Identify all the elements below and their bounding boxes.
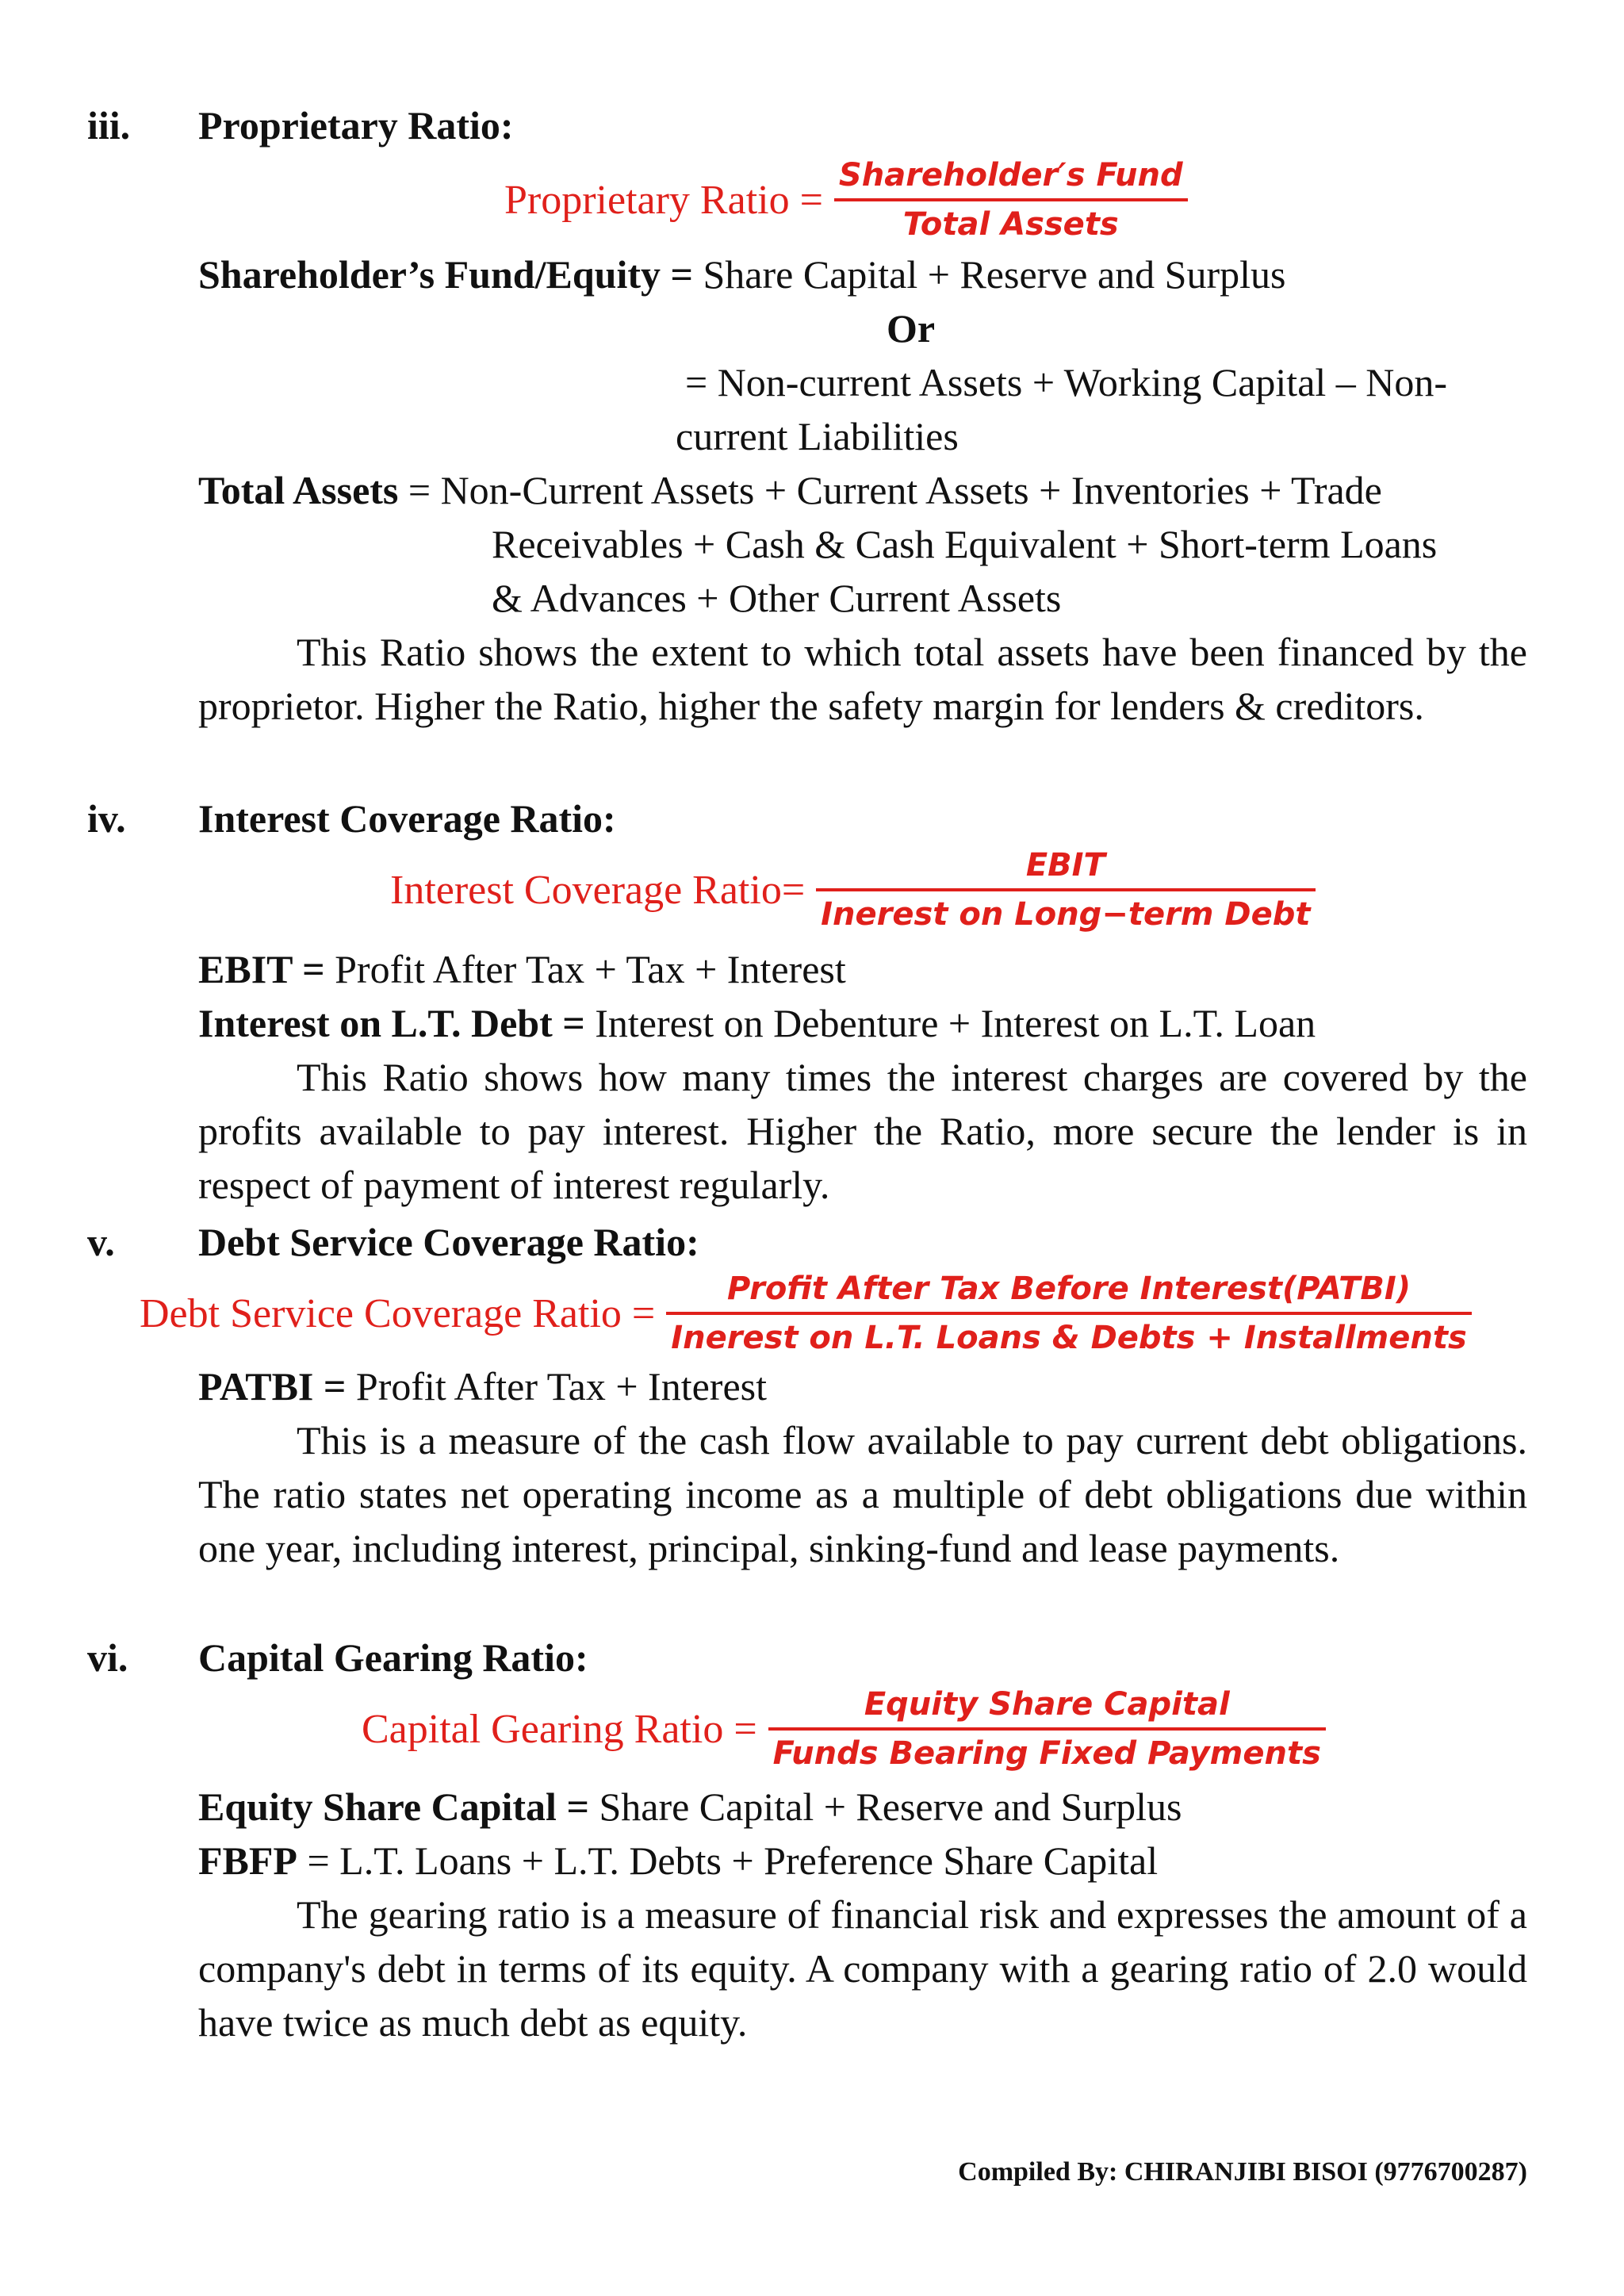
- definition-line: [198, 247, 1286, 301]
- section-numeral: vi.: [87, 1635, 128, 1680]
- definition-line: Receivables + Cash & Cash Equivalent + Short-term Loans: [492, 522, 1438, 566]
- section-numeral: iv.: [87, 796, 126, 841]
- definition-value: = Non-Current Assets + Current Assets + Inventories + Trade: [398, 468, 1382, 512]
- formula-label: Debt Service Coverage Ratio =: [140, 1290, 656, 1336]
- definition-line: [198, 1780, 1182, 1834]
- definition-value: Share Capital + Reserve and Surplus: [693, 252, 1286, 297]
- definition-value: = L.T. Loans + L.T. Debts + Preference Share Capital: [297, 1838, 1159, 1883]
- proprietary-ratio-formula: [504, 152, 1188, 247]
- fraction: [666, 1266, 1472, 1361]
- definition-line: = Non-current Assets + Working Capital – Non-: [685, 360, 1448, 404]
- definition-value: Share Capital + Reserve and Surplus: [588, 1784, 1182, 1829]
- fraction-denominator: Inerest on Long−term Debt: [821, 896, 1311, 933]
- section-heading: Debt Service Coverage Ratio:: [198, 1220, 699, 1264]
- definition-term: PATBI =: [198, 1364, 347, 1409]
- formula-label: Interest Coverage Ratio=: [390, 867, 806, 913]
- definition-term: FBFP: [198, 1838, 297, 1883]
- definition-value: Profit After Tax + Tax + Interest: [324, 947, 846, 991]
- definition-term: Shareholder’s Fund/Equity =: [198, 252, 693, 297]
- definition-line: [198, 942, 846, 996]
- formula-label: Capital Gearing Ratio =: [362, 1706, 757, 1752]
- definition-line: [198, 1834, 1158, 1888]
- fraction-numerator: Equity Share Capital: [864, 1686, 1230, 1723]
- definition-value: Interest on Debenture + Interest on L.T. Loan: [584, 1001, 1316, 1045]
- debt-service-coverage-formula: [140, 1266, 1472, 1361]
- fraction-denominator: Funds Bearing Fixed Payments: [772, 1735, 1321, 1772]
- definition-term: EBIT =: [198, 947, 325, 991]
- fraction-numerator: EBIT: [1025, 847, 1105, 884]
- fraction-denominator: Inerest on L.T. Loans & Debts + Installments: [671, 1320, 1467, 1356]
- section-heading: Proprietary Ratio:: [198, 103, 514, 148]
- definition-line: [198, 463, 1382, 517]
- definition-line: [198, 1359, 767, 1413]
- explanation-paragraph: This Ratio shows how many times the interest charges are covered by the profits available to pay interest. Higher the Ratio, more secure the lender is in respect of payment of interest regularly.: [198, 1055, 1527, 1207]
- fraction: [816, 842, 1315, 937]
- section-numeral: v.: [87, 1220, 115, 1264]
- definition-value: Profit After Tax + Interest: [346, 1364, 767, 1409]
- definition-term: Interest on L.T. Debt =: [198, 1001, 585, 1045]
- formula-label: Proprietary Ratio =: [504, 177, 823, 223]
- explanation-paragraph: This Ratio shows the extent to which total assets have been financed by the proprietor. Higher the Ratio, higher the safety margin for lenders & creditors.: [198, 630, 1527, 728]
- fraction: [834, 152, 1188, 247]
- section-heading: Capital Gearing Ratio:: [198, 1635, 588, 1680]
- definition-line: & Advances + Other Current Assets: [492, 576, 1062, 620]
- fraction-numerator: Shareholder′s Fund: [838, 157, 1183, 194]
- page-footer: Compiled By: CHIRANJIBI BISOI (9776700287): [958, 2157, 1527, 2187]
- explanation-paragraph: The gearing ratio is a measure of financial risk and expresses the amount of a company's debt in terms of its equity. A company with a gearing ratio of 2.0 would have twice as much debt as equity.: [198, 1892, 1527, 2045]
- or-separator: Or: [887, 306, 936, 351]
- interest-coverage-formula: [390, 842, 1316, 937]
- definition-term: Equity Share Capital =: [198, 1784, 589, 1829]
- capital-gearing-formula: [362, 1681, 1326, 1777]
- explanation-paragraph: This is a measure of the cash flow available to pay current debt obligations. The ratio states net operating income as a multiple of debt obligations due within one year, including interest, principal, sinking-fund and lease payments.: [198, 1418, 1527, 1570]
- definition-line: [198, 996, 1316, 1050]
- section-heading: Interest Coverage Ratio:: [198, 796, 616, 841]
- fraction: [768, 1681, 1326, 1777]
- fraction-numerator: Profit After Tax Before Interest(PATBI): [727, 1271, 1411, 1307]
- definition-term: Total Assets: [198, 468, 399, 512]
- section-numeral: iii.: [87, 103, 131, 148]
- definition-line: current Liabilities: [676, 414, 959, 458]
- fraction-denominator: Total Assets: [902, 206, 1119, 243]
